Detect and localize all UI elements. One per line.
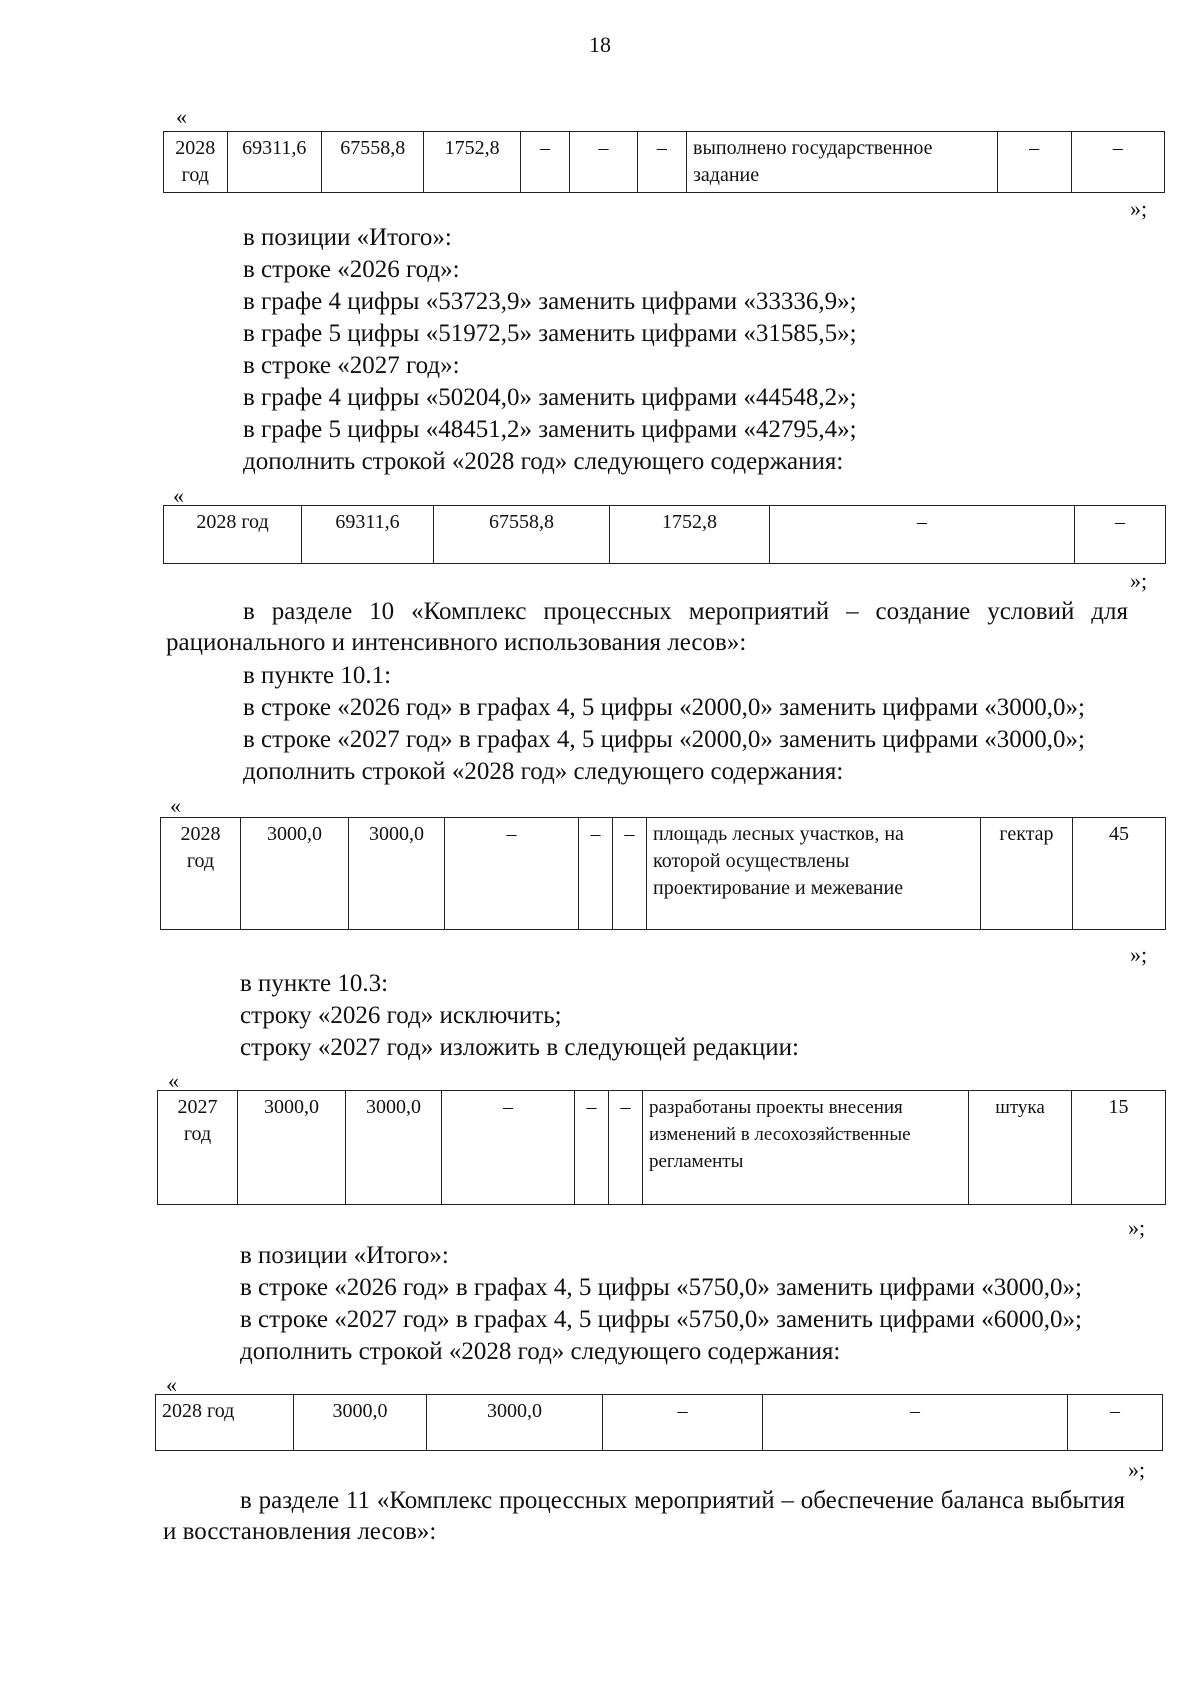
paragraph-line: в графе 4 цифры «50204,0» заменить цифрами «44548,2»; bbox=[243, 384, 857, 411]
open-quote: « bbox=[166, 1372, 177, 1397]
paragraph-line: в строке «2026 год» в графах 4, 5 цифры «2000,0» заменить цифрами «3000,0»; bbox=[243, 694, 1086, 721]
table-cell: – bbox=[603, 1395, 763, 1451]
paragraph-line: в позиции «Итого»: bbox=[243, 224, 452, 251]
section-11-heading: в разделе 11 «Комплекс процессных мероприятий – обеспечение баланса выбытия и восстановления лесов»: bbox=[163, 1487, 1125, 1545]
table-cell: 67558,8 bbox=[434, 506, 610, 564]
table-cell: – bbox=[1068, 1395, 1163, 1451]
table-cell: 2027 год bbox=[158, 1091, 238, 1205]
table-cell: 3000,0 bbox=[241, 818, 349, 930]
open-quote: « bbox=[170, 793, 181, 818]
paragraph-line: в позиции «Итого»: bbox=[240, 1242, 449, 1269]
paragraph-line: в пункте 10.1: bbox=[243, 662, 392, 689]
table-cell: 69311,6 bbox=[227, 132, 321, 193]
table-cell: 67558,8 bbox=[321, 132, 424, 193]
table-itogo-2028-b bbox=[155, 1394, 1163, 1451]
table-cell: – bbox=[997, 132, 1071, 193]
table-cell: 1752,8 bbox=[610, 506, 770, 564]
table-cell: 2028 год bbox=[156, 1395, 294, 1451]
table-cell: площадь лесных участков, на которой осуществлены проектирование и межевание bbox=[647, 818, 981, 930]
paragraph-line: в строке «2026 год» в графах 4, 5 цифры «5750,0» заменить цифрами «3000,0»; bbox=[240, 1274, 1083, 1301]
paragraph-line: в строке «2027 год» в графах 4, 5 цифры «5750,0» заменить цифрами «6000,0»; bbox=[240, 1306, 1083, 1333]
table-cell: 2028 год bbox=[164, 506, 302, 564]
paragraph-line: в строке «2027 год» в графах 4, 5 цифры «2000,0» заменить цифрами «3000,0»; bbox=[243, 726, 1086, 753]
paragraph-line: в графе 5 цифры «51972,5» заменить цифрами «31585,5»; bbox=[243, 320, 857, 347]
table-2028-goszadanie bbox=[163, 131, 1165, 193]
table-cell: 3000,0 bbox=[294, 1395, 427, 1451]
table-cell: – bbox=[520, 132, 569, 193]
table-10-3-2027 bbox=[157, 1090, 1166, 1205]
paragraph-line: в графе 4 цифры «53723,9» заменить цифрами «33336,9»; bbox=[243, 288, 857, 315]
table-cell: 69311,6 bbox=[302, 506, 434, 564]
table-cell: – bbox=[1075, 506, 1166, 564]
close-quote: »; bbox=[1128, 1215, 1146, 1240]
table-cell: 1752,8 bbox=[424, 132, 520, 193]
paragraph-line: строку «2026 год» исключить; bbox=[240, 1002, 562, 1029]
open-quote: « bbox=[168, 1068, 179, 1093]
table-cell: – bbox=[579, 818, 613, 930]
paragraph-line: дополнить строкой «2028 год» следующего содержания: bbox=[243, 758, 844, 785]
paragraph-line: дополнить строкой «2028 год» следующего содержания: bbox=[240, 1338, 841, 1365]
table-cell: – bbox=[445, 818, 579, 930]
table-cell: – bbox=[613, 818, 647, 930]
table-cell: 2028 год bbox=[161, 818, 241, 930]
table-cell: разработаны проекты внесения изменений в лесохозяйственные регламенты bbox=[643, 1091, 969, 1205]
close-quote: »; bbox=[1130, 568, 1148, 593]
table-cell: – bbox=[570, 132, 638, 193]
table-cell: – bbox=[609, 1091, 643, 1205]
open-quote: « bbox=[176, 104, 187, 129]
table-cell: гектар bbox=[981, 818, 1073, 930]
section-10-heading: в разделе 10 «Комплекс процессных мероприятий – создание условий для рационального и интенсивного использования лесов»: bbox=[166, 598, 1128, 656]
table-cell: 15 bbox=[1072, 1091, 1166, 1205]
paragraph-line: дополнить строкой «2028 год» следующего содержания: bbox=[243, 448, 844, 475]
page-number: 18 bbox=[589, 32, 611, 57]
table-cell: – bbox=[770, 506, 1075, 564]
paragraph-line: строку «2027 год» изложить в следующей редакции: bbox=[240, 1034, 799, 1061]
open-quote: « bbox=[173, 483, 184, 508]
table-cell: – bbox=[763, 1395, 1068, 1451]
table-cell: штука bbox=[969, 1091, 1072, 1205]
paragraph-line: в строке «2027 год»: bbox=[243, 352, 460, 379]
paragraph-line: в пункте 10.3: bbox=[240, 970, 389, 997]
table-cell: 45 bbox=[1073, 818, 1166, 930]
table-cell: 2028 год bbox=[164, 132, 228, 193]
table-cell: – bbox=[575, 1091, 609, 1205]
table-cell: 3000,0 bbox=[427, 1395, 603, 1451]
table-10-1-2028 bbox=[160, 817, 1166, 930]
close-quote: »; bbox=[1130, 942, 1148, 967]
table-cell: 3000,0 bbox=[238, 1091, 346, 1205]
table-cell: – bbox=[637, 132, 686, 193]
table-cell: 3000,0 bbox=[349, 818, 445, 930]
paragraph-line: в графе 5 цифры «48451,2» заменить цифрами «42795,4»; bbox=[243, 416, 857, 443]
table-cell: 3000,0 bbox=[346, 1091, 442, 1205]
table-cell: – bbox=[442, 1091, 575, 1205]
close-quote: »; bbox=[1128, 1457, 1146, 1482]
table-itogo-2028 bbox=[163, 505, 1166, 564]
paragraph-line: в строке «2026 год»: bbox=[243, 256, 460, 283]
close-quote: »; bbox=[1130, 196, 1148, 221]
table-cell: выполнено государственное задание bbox=[687, 132, 998, 193]
table-cell: – bbox=[1071, 132, 1164, 193]
